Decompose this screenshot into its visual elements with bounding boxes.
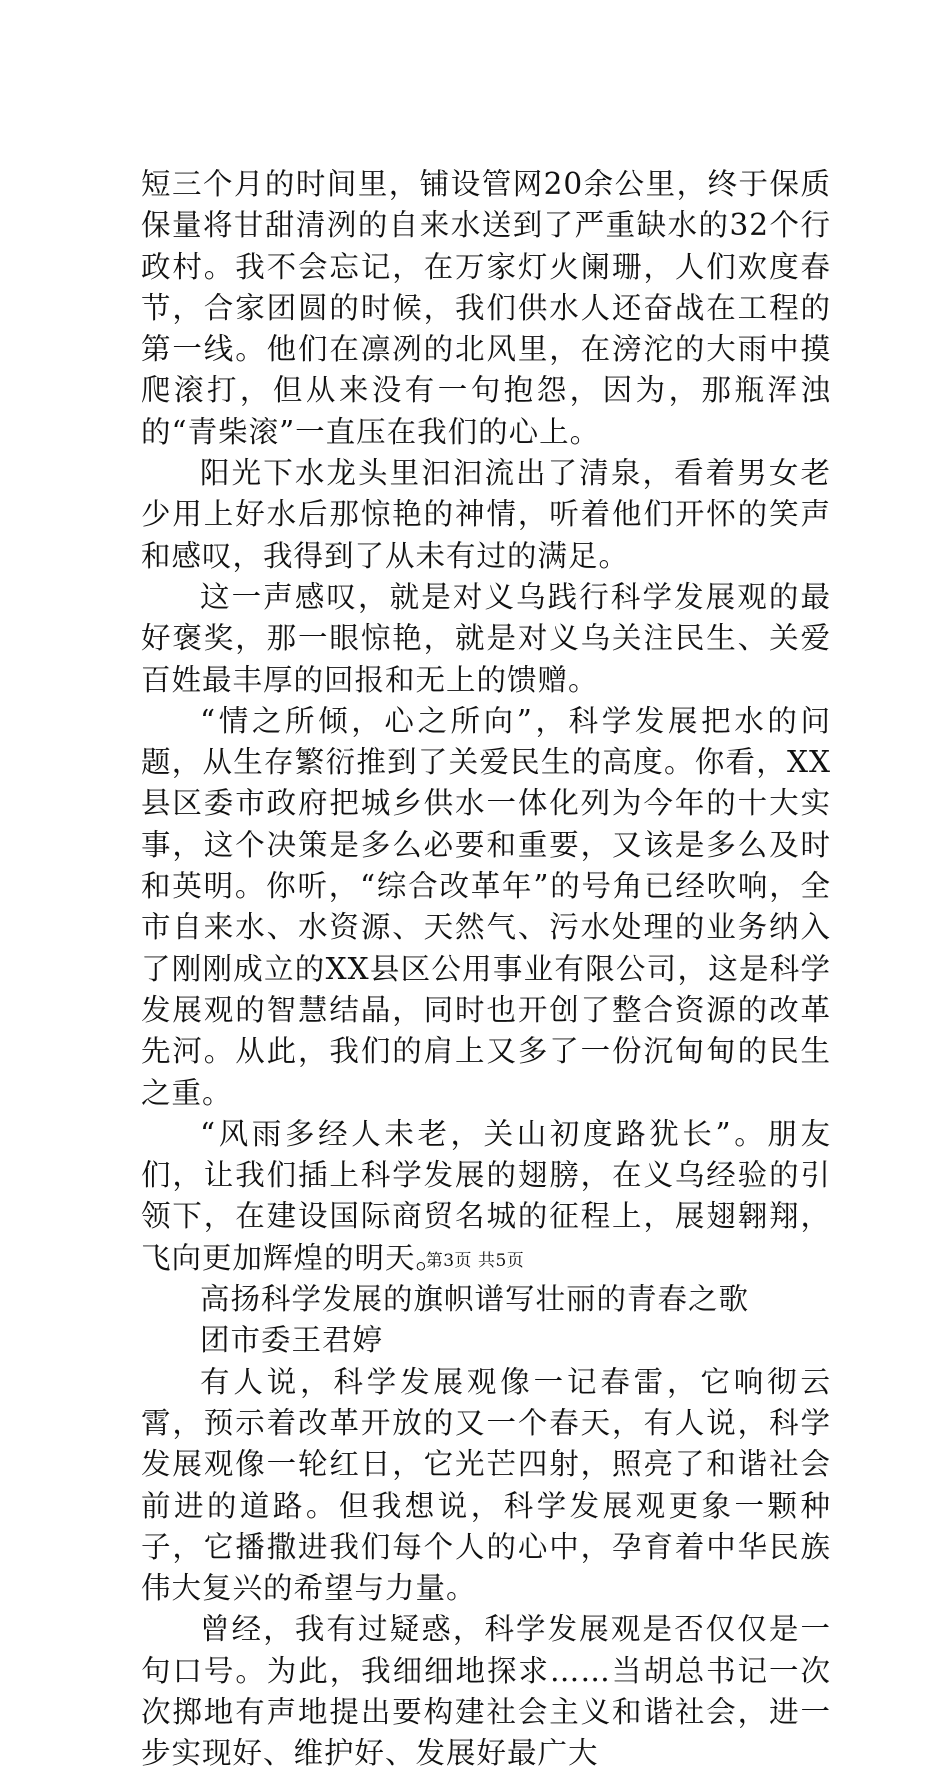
document-body bbox=[141, 164, 831, 1775]
author-line: 团市委王君婷 bbox=[200, 1323, 384, 1358]
section-title: 高扬科学发展的旗帜谱写壮丽的青春之歌 bbox=[200, 1282, 750, 1317]
body-paragraph: 有人说，科学发展观像一记春雷，它响彻云霄，预示着改革开放的又一个春天，有人说，科学发展观像一轮红日，它光芒四射，照亮了和谐社会前进的道路。但我想说，科学发展观更象一颗种子，它播撒进我们每个人的心中，孕育着中华民族伟大复兴的希望与力量。 bbox=[141, 1364, 831, 1606]
page-number-footer: 第3页 共5页 bbox=[425, 1251, 525, 1271]
body-paragraph: “情之所倾，心之所向”，科学发展把水的问题，从生存繁衍推到了关爱民生的高度。你看，XX县区委市政府把城乡供水一体化列为今年的十大实事，这个决策是多么必要和重要，又该是多么及时和英明。你听，“综合改革年”的号角已经吹响，全市自来水、水资源、天然气、污水处理的业务纳入了刚刚成立的XX县区公用事业有限公司，这是科学发展观的智慧结晶，同时也开创了整合资源的改革先河。从此，我们的肩上又多了一份沉甸甸的民生之重。 bbox=[141, 703, 831, 1110]
body-paragraph: 曾经，我有过疑惑，科学发展观是否仅仅是一句口号。为此，我细细地探求……当胡总书记一次次掷地有声地提出要构建社会主义和谐社会，进一步实现好、维护好、发展好最广大 bbox=[141, 1612, 831, 1771]
body-paragraph: 这一声感叹，就是对义乌践行科学发展观的最好褒奖，那一眼惊艳，就是对义乌关注民生、关爱百姓最丰厚的回报和无上的馈赠。 bbox=[141, 579, 831, 697]
body-paragraph: “风雨多经人未老，关山初度路犹长”。朋友们，让我们插上科学发展的翅膀，在义乌经验的引领下，在建设国际商贸名城的征程上，展翅翱翔，飞向更加辉煌的明天。 bbox=[141, 1116, 831, 1275]
body-paragraph: 阳光下水龙头里汩汩流出了清泉，看着男女老少用上好水后那惊艳的神情，听着他们开怀的笑声和感叹，我得到了从未有过的满足。 bbox=[141, 456, 831, 573]
body-paragraph: 短三个月的时间里，铺设管网20余公里，终于保质保量将甘甜清洌的自来水送到了严重缺水的32个行政村。我不会忘记，在万家灯火阑珊，人们欢度春节，合家团圆的时候，我们供水人还奋战在工程的第一线。他们在凛冽的北风里，在滂沱的大雨中摸爬滚打，但从来没有一句抱怨，因为，那瓶浑浊的“青柴滚”一直压在我们的心上。 bbox=[141, 167, 831, 449]
